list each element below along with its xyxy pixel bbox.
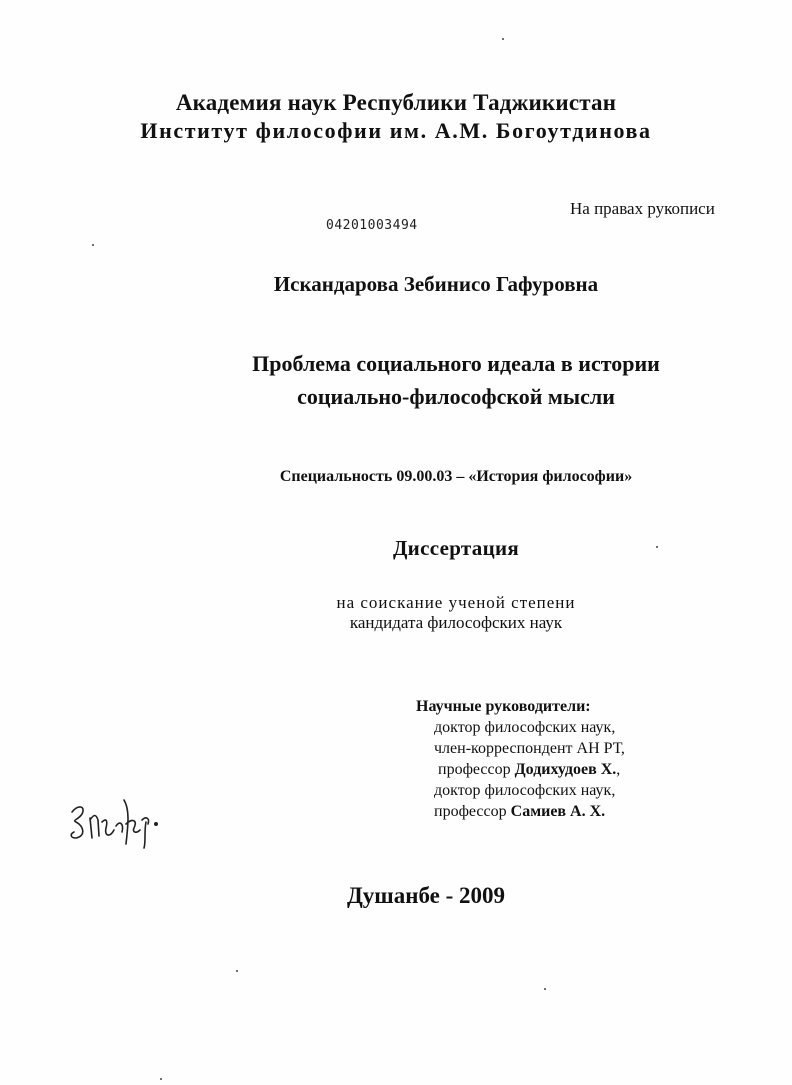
author-name: Искандарова Зебинисо Гафуровна [273,272,599,296]
degree-line2: кандидата философских наук [349,613,563,632]
document-type: Диссертация [392,536,520,560]
handwritten-signature [66,780,166,850]
scan-speck [544,988,546,990]
supervisor2-name: Самиев А. Х. [510,803,606,820]
supervisor1-name-line: профессор Додихудоев Х., [438,761,621,778]
supervisor2-degree: доктор философских наук, [434,782,616,799]
supervisor1-title: член-корреспондент АН РТ, [434,740,625,757]
institute-name: Институт философии им. А.М. Богоутдинова [140,118,652,143]
supervisor1-degree: доктор философских наук, [434,719,616,736]
supervisor1-name: Додихудоев Х. [514,761,617,778]
scan-speck [236,970,238,972]
supervisors-block [416,696,625,822]
scan-speck [92,244,94,246]
specialty: Специальность 09.00.03 – «История философии» [279,468,633,485]
scan-speck [502,38,504,40]
rights-note: На правах рукописи [570,199,715,218]
dissertation-title-line1: Проблема социального идеала в истории [252,351,660,376]
scan-speck [160,1078,162,1080]
dissertation-title-line2: социально-философской мысли [297,384,615,409]
degree-line1: на соискание ученой степени [336,593,576,612]
academy-name: Академия наук Республики Таджикистан [175,90,617,115]
supervisor2-name-line: профессор Самиев А. Х. [434,803,606,820]
supervisors-heading: Научные руководители: [416,698,591,715]
city-year: Душанбе - 2009 [346,883,506,908]
registry-number: 04201003494 [326,218,418,233]
scan-speck [656,546,658,548]
